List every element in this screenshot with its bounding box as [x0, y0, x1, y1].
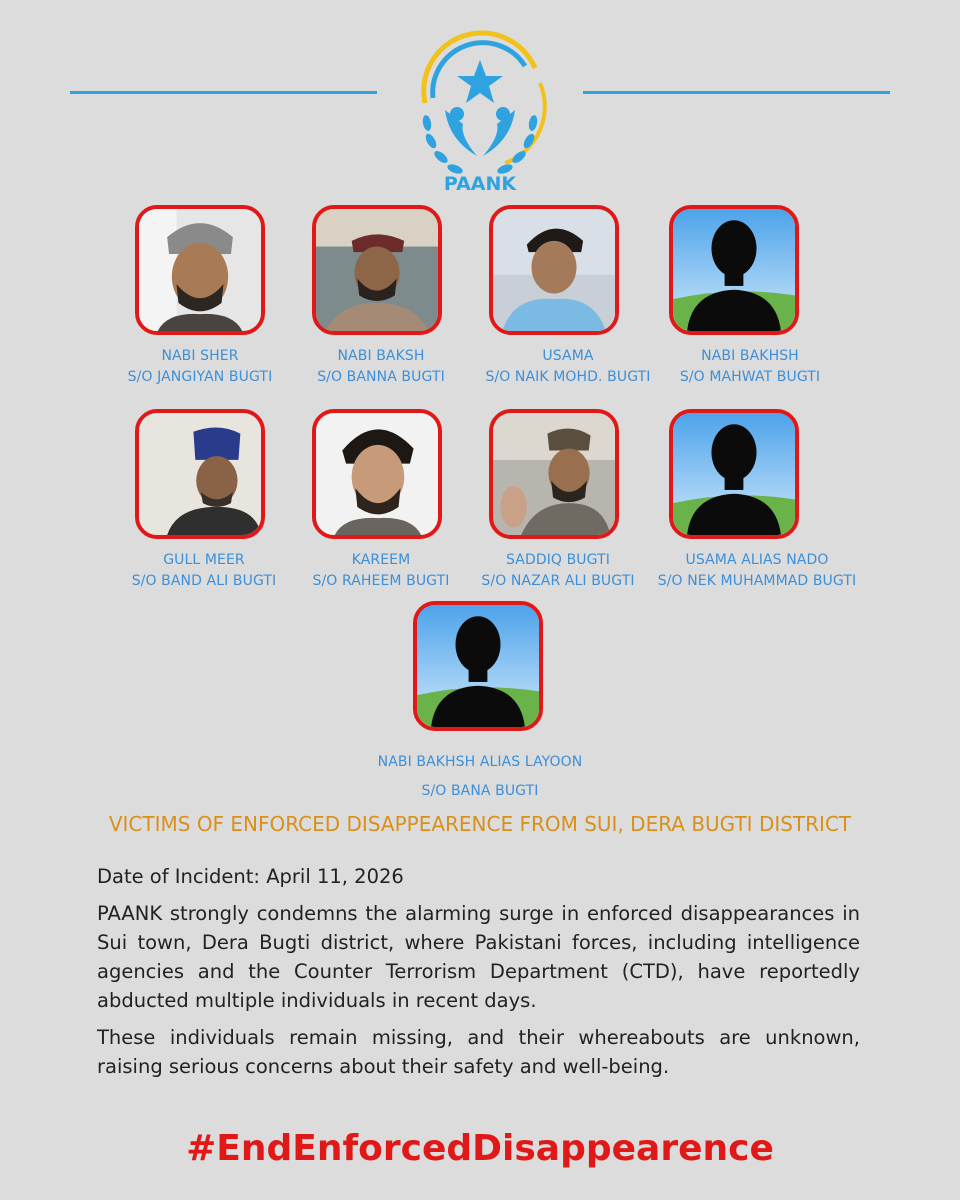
victim-relation: S/O JANGIYAN BUGTI	[127, 369, 273, 385]
victim-relation: S/O RAHEEM BUGTI	[312, 573, 450, 589]
victim-caption-4	[630, 346, 870, 388]
victim-relation: S/O MAHWAT BUGTI	[679, 369, 821, 385]
hashtag: #EndEnforcedDisappearence	[186, 1128, 774, 1169]
victim-name: NABI BAKHSH ALIAS LAYOON	[377, 754, 583, 770]
victim-name: SADDIQ BUGTI	[506, 552, 610, 568]
victim-caption-8	[632, 550, 882, 592]
victim-photo-2	[312, 205, 442, 335]
victim-photo-9	[413, 601, 543, 731]
victim-relation: S/O NAZAR ALI BUGTI	[481, 573, 635, 589]
victim-relation: S/O BANNA BUGTI	[317, 369, 445, 385]
victim-photo-6	[312, 409, 442, 539]
divider-right	[583, 91, 890, 94]
victim-photo-5	[135, 409, 265, 539]
incident-date: Date of Incident: April 11, 2026	[97, 865, 404, 888]
victim-name: KAREEM	[351, 552, 411, 568]
victim-relation: S/O NEK MUHAMMAD BUGTI	[657, 573, 857, 589]
victim-name: NABI SHER	[161, 348, 239, 364]
statement-paragraph-1: PAANK strongly condemns the alarming surge in enforced disappearances in Sui town, Dera Bugti district, where Pakistani forces, including intelligence agencies and the Counter Terrorism Department (CTD), have reportedly abducted multiple individuals in recent days.	[97, 902, 860, 1012]
victim-name: NABI BAKHSH	[701, 348, 799, 364]
victim-relation: S/O BAND ALI BUGTI	[131, 573, 277, 589]
victim-caption-9	[330, 748, 630, 806]
victim-photo-7	[489, 409, 619, 539]
victim-relation: S/O BANA BUGTI	[421, 783, 539, 799]
victim-photo-8	[669, 409, 799, 539]
victim-relation: S/O NAIK MOHD. BUGTI	[485, 369, 651, 385]
victim-name: USAMA ALIAS NADO	[685, 552, 829, 568]
victim-photo-4	[669, 205, 799, 335]
victim-name: GULL MEER	[163, 552, 245, 568]
victim-photo-3	[489, 205, 619, 335]
divider-left	[70, 91, 377, 94]
paank-logo	[405, 28, 555, 198]
statement-body	[97, 862, 860, 1089]
statement-paragraph-2: These individuals remain missing, and their whereabouts are unknown, raising serious concerns about their safety and well-being.	[97, 1026, 860, 1078]
victim-photo-1	[135, 205, 265, 335]
headline: VICTIMS OF ENFORCED DISAPPEARENCE FROM SUI, DERA BUGTI DISTRICT	[108, 812, 852, 836]
logo-text: PAANK	[443, 173, 517, 195]
victim-name: NABI BAKSH	[337, 348, 425, 364]
victim-name: USAMA	[542, 348, 594, 364]
